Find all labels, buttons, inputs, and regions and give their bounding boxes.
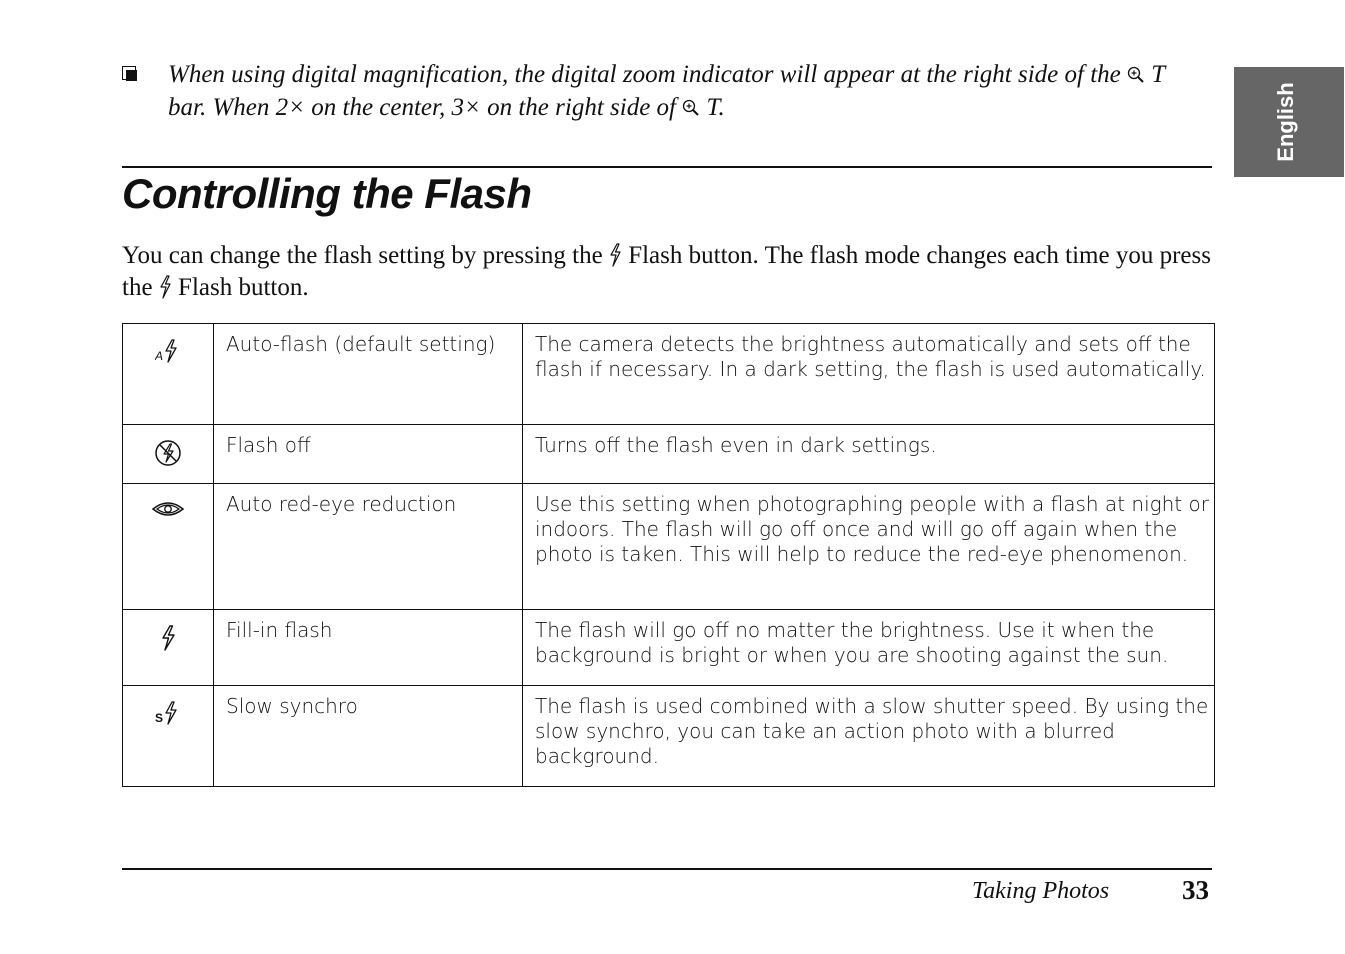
mode-name: Auto-flash (default setting) (214, 324, 523, 425)
intro-paragraph: You can change the flash setting by pressing the Flash button. The flash mode changes each time you press the Flash button. (122, 242, 1211, 301)
fill-in-flash-icon (159, 624, 177, 652)
svg-text:A: A (155, 349, 164, 363)
language-label: English (1273, 82, 1298, 162)
note-text: When using digital magnification, the digital zoom indicator will appear at the right side of the T bar. When 2× on the center, 3× on the right side of T. (168, 61, 1166, 121)
icon-cell (123, 610, 214, 686)
auto-flash-icon (155, 338, 181, 364)
table-row (123, 324, 1215, 425)
flash-icon (609, 243, 622, 267)
icon-cell (123, 484, 214, 610)
mode-description: The camera detects the brightness automatically and sets off the flash if necessary. In a dark setting, the flash is used automatically. (523, 324, 1215, 425)
table-row (123, 425, 1215, 484)
mode-description: The flash will go off no matter the brightness. Use it when the background is bright or when you are shooting against the sun. (523, 610, 1215, 686)
flash-icon (159, 275, 172, 299)
flash-off-icon (154, 439, 182, 467)
mode-description: Use this setting when photographing people with a flash at night or indoors. The flash will go off once and will go off again when the photo is taken. This will help to reduce the red-eye phenomenon. (523, 484, 1215, 610)
mode-name: Fill-in flash (214, 610, 523, 686)
mode-name: Flash off (214, 425, 523, 484)
zoom-in-icon (682, 99, 700, 117)
slow-synchro-icon (155, 700, 181, 726)
mode-description: Turns off the flash even in dark settings. (523, 425, 1215, 484)
svg-text:S: S (155, 711, 164, 725)
heading-rule (122, 166, 1212, 168)
flash-modes-table (122, 323, 1215, 787)
section-heading: Controlling the Flash (122, 170, 532, 217)
checkbox-bullet-icon (122, 66, 136, 80)
icon-cell (123, 324, 214, 425)
table-row (123, 484, 1215, 610)
icon-cell (123, 686, 214, 787)
footer-section-title: Taking Photos (972, 878, 1110, 904)
page-number: 33 (1182, 875, 1209, 905)
mode-name: Slow synchro (214, 686, 523, 787)
footer-rule (122, 868, 1212, 870)
language-tab (1234, 67, 1344, 177)
table-row (123, 610, 1215, 686)
icon-cell (123, 425, 214, 484)
table-row (123, 686, 1215, 787)
mode-name: Auto red-eye reduction (214, 484, 523, 610)
red-eye-icon (151, 498, 185, 520)
mode-description: The flash is used combined with a slow shutter speed. By using the slow synchro, you can take an action photo with a blurred background. (523, 686, 1215, 787)
zoom-in-icon (1127, 66, 1145, 84)
